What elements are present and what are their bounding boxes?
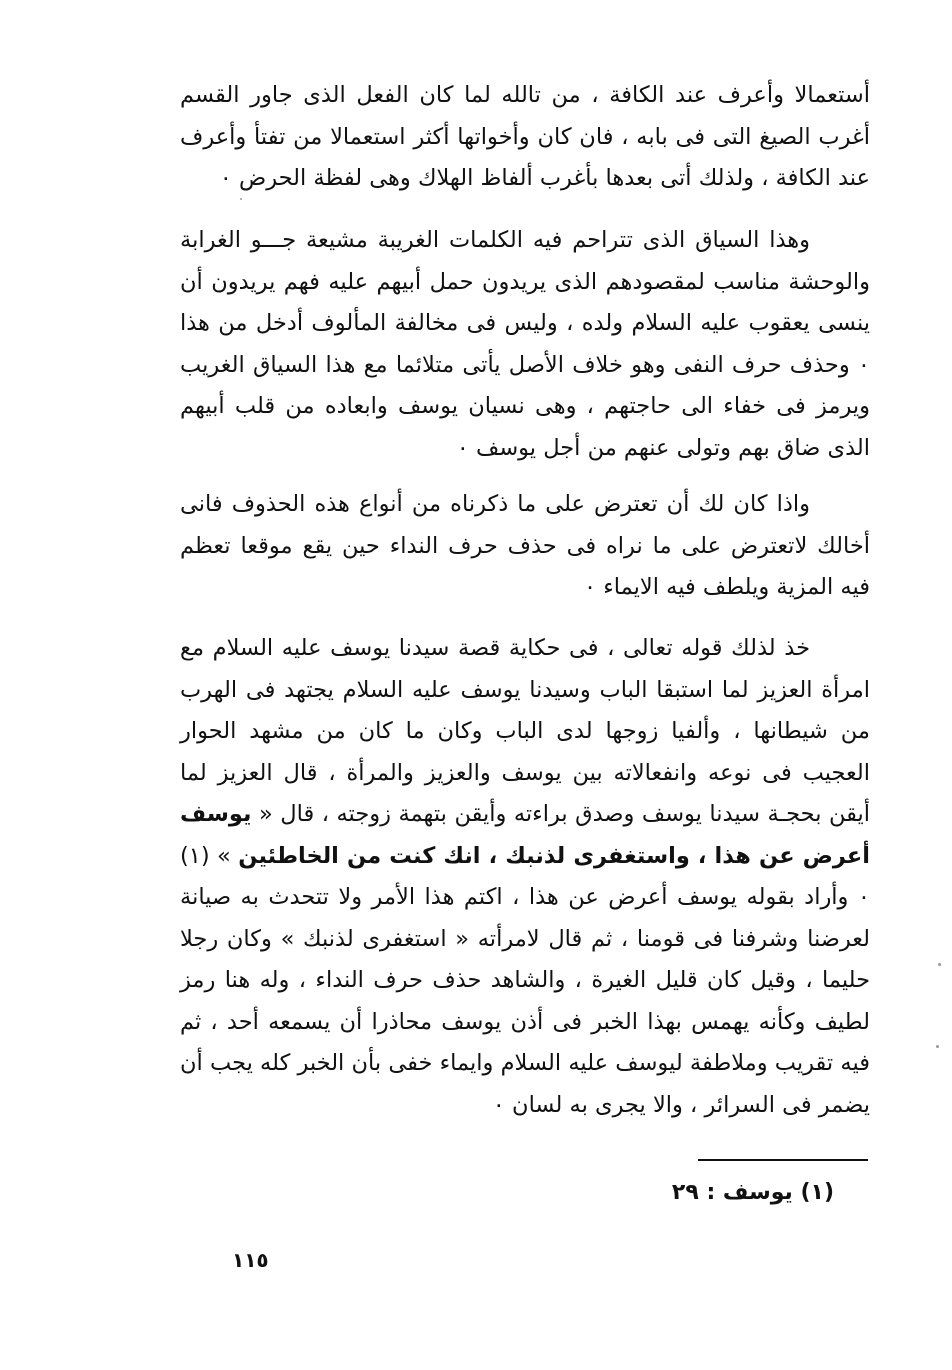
scan-speck	[938, 963, 941, 966]
quran-quote: يوسف أعرض عن هذا ، واستغفرى لذنبك ، انك كنت من الخاطئين	[180, 801, 870, 869]
scan-speck	[936, 1045, 939, 1048]
scan-speck	[240, 198, 242, 200]
footnote-divider	[698, 1159, 868, 1161]
paragraph-2-text: وهذا السياق الذى تتراحم فيه الكلمات الغريبة مشيعة جـــو الغرابة والوحشة مناسب لمقصودهم الذى يريدون حمل أبيهم عليه فهم يريدون أن ينسى يعقوب عليه السلام ولده ، وليس فى مخالفة المألوف أدخل من هذا ٠ وحذف حرف النفى وهو خلاف الأصل يأتى متلائما مع هذا السياق الغريب ويرمز فى خفاء الى حاجتهم ، وهى نسيان يوسف وابعاده من قلب أبيهم الذى ضاق بهم وتولى عنهم من أجل يوسف ٠	[180, 227, 870, 461]
paragraph-3	[180, 484, 870, 609]
paragraph-4-intro: خذ لذلك قوله تعالى ، فى حكاية قصة سيدنا يوسف عليه السلام مع امرأة العزيز لما استبقا الباب وسيدنا يوسف عليه السلام يجتهد فى الهرب من شيطانها ، وألفيا زوجها لدى الباب وكان ما كان من مشهد الحوار العجيب فى نوعه وانفعالاته بين يوسف والعزيز والمرأة ، قال العزيز لما أيقن بحجـة سيدنا يوسف وصدق براءته وأيقن بتهمة زوجته ، قال «	[180, 635, 870, 827]
paragraph-4-explanation: » (١) ٠ وأراد بقوله يوسف أعرض عن هذا ، اكتم هذا الأمر ولا تتحدث به صيانة لعرضنا وشرفنا فى قومنا ، ثم قال لامرأته « استغفرى لذنبك » وكان رجلا حليما ، وقيل كان قليل الغيرة ، والشاهد حذف حرف النداء ، وله هنا رمز لطيف وكأنه يهمس بهذا الخبر فى أذن يوسف محاذرا أن يسمعه أحد ، ثم فيه تقريب وملاطفة ليوسف عليه السلام وايماء خفى بأن الخبر كله يجب أن يضمر فى السرائر ، والا يجرى به لسان ٠	[180, 842, 870, 1118]
paragraph-1	[180, 75, 870, 200]
paragraph-4	[180, 628, 870, 1126]
paragraph-3-text: واذا كان لك أن تعترض على ما ذكرناه من أنواع هذه الحذوف فانى أخالك لاتعترض على ما نراه فى حذف حرف النداء حين يقع موقعا تعظم فيه المزية ويلطف فيه الايماء ٠	[180, 491, 870, 600]
page-number: ١١٥	[232, 1248, 269, 1272]
footnote: (١) يوسف : ٢٩	[671, 1180, 834, 1205]
paragraph-1-text: أستعمالا وأعرف عند الكافة ، من تالله لما كان الفعل الذى جاور القسم أغرب الصيغ التى فى بابه ، فان كان وأخواتها أكثر استعمالا من تفتأ وأعرف عند الكافة ، ولذلك أتى بعدها بأغرب ألفاظ الهلاك وهى لفظة الحرض ٠	[180, 82, 870, 191]
paragraph-2	[180, 220, 870, 469]
